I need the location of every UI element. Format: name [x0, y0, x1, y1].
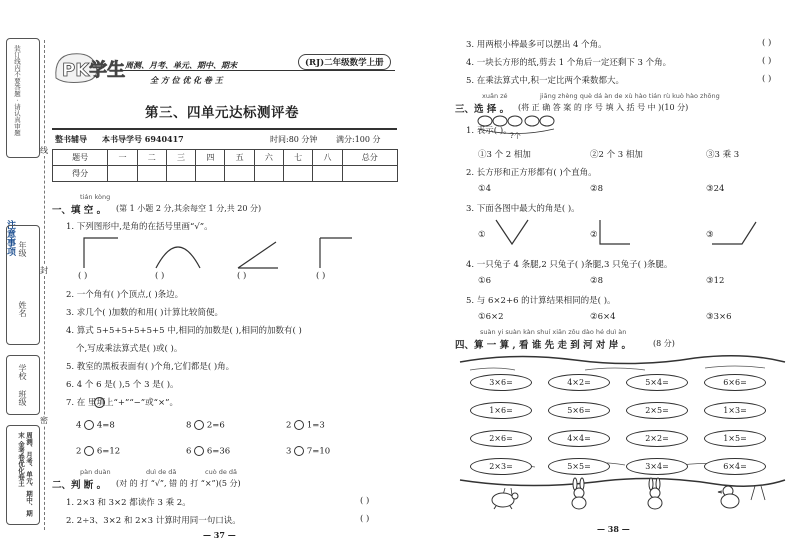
score-cell[interactable]	[284, 166, 313, 182]
score-row	[53, 166, 398, 182]
s3-q4: 4. 一只兔子 4 条腿,2 只兔子( )条腿,3 只兔子( )条腿。	[466, 260, 673, 270]
score-head-cell: 七	[284, 150, 313, 166]
stepping-stone[interactable]: 1×3=	[704, 402, 766, 419]
stepping-stone[interactable]: 5×6=	[548, 402, 610, 419]
s3-q3-angle-figures	[490, 216, 780, 248]
stepping-stone[interactable]: 6×4=	[704, 458, 766, 475]
score-head-cell: 六	[254, 150, 283, 166]
s3-q1-option-1[interactable]: ①3 个 2 相加	[478, 150, 531, 160]
s3-q5-option-2[interactable]: ②6×4	[590, 312, 616, 322]
school-label: 学校	[18, 364, 27, 380]
stepping-stone[interactable]: 1×5=	[704, 430, 766, 447]
stepping-stone[interactable]: 5×4=	[626, 374, 688, 391]
score-cell[interactable]	[254, 166, 283, 182]
header-tagline: 周测、月考、单元、期中、期末	[125, 61, 237, 70]
s2-q3: 3. 用两根小棒最多可以摆出 4 个角。	[466, 40, 607, 50]
line-char-1: 线	[40, 146, 48, 155]
score-head-cell: 二	[137, 150, 166, 166]
guide-number: 本书导学号 6940417	[102, 134, 184, 144]
header-rule	[120, 70, 395, 71]
s2-q5-answer[interactable]: ( )	[762, 74, 772, 84]
section4-pinyin: suàn yi suàn kàn shuí xiān zǒu dào hé duì àn	[480, 328, 627, 336]
s2-q3-answer[interactable]: ( )	[762, 38, 772, 48]
s3-q2-option-1[interactable]: ①4	[478, 184, 492, 194]
meta-bar	[52, 128, 397, 130]
operator-blank[interactable]	[294, 446, 304, 456]
s2-q1: 1. 2×3 和 3×2 都读作 3 乘 2。	[66, 498, 191, 508]
name-label: 姓名	[18, 301, 27, 317]
section2-pinyin-3: cuò de dǎ	[205, 468, 238, 476]
s1-q1-figures	[62, 232, 382, 272]
s3-q1-option-2[interactable]: ②2 个 3 相加	[590, 150, 643, 160]
school-box	[6, 355, 40, 415]
score-row-label: 得分	[53, 166, 108, 182]
time-limit: 时间:80 分钟	[270, 135, 318, 144]
s3-q4-option-2[interactable]: ②8	[590, 276, 604, 286]
operator-blank[interactable]	[194, 446, 204, 456]
stepping-stone[interactable]: 4×4=	[548, 430, 610, 447]
score-head-cell: 四	[196, 150, 225, 166]
s3-q5: 5. 与 6×2+6 的计算结果相同的是( )。	[466, 296, 616, 306]
score-head-cell: 三	[166, 150, 195, 166]
s1-q6: 6. 4 个 6 是( ),5 个 3 是( )。	[66, 380, 179, 390]
s3-q4-option-1[interactable]: ①6	[478, 276, 492, 286]
notes-box	[6, 38, 40, 158]
page-number-right: — 38 —	[597, 524, 630, 534]
section2-pinyin-2: duì de dǎ	[146, 468, 177, 476]
s3-q4-option-3[interactable]: ③12	[706, 276, 725, 286]
s3-q1-brace-label: ?个	[510, 132, 521, 140]
s3-q3-option-2[interactable]: ②	[590, 230, 598, 240]
s2-q4-answer[interactable]: ( )	[762, 56, 772, 66]
stepping-stone[interactable]: 2×5=	[626, 402, 688, 419]
score-cell[interactable]	[137, 166, 166, 182]
page-number-left: — 37 —	[203, 530, 236, 540]
s1-q7-item: 4 4=8	[76, 420, 115, 431]
s3-q2-option-3[interactable]: ③24	[706, 184, 725, 194]
s1-q1-answer-2[interactable]: ( )	[155, 271, 165, 281]
full-score: 满分:100 分	[336, 135, 381, 144]
stepping-stone[interactable]: 2×6=	[470, 430, 532, 447]
turtle-icon	[488, 482, 518, 510]
stepping-stone[interactable]: 4×2=	[548, 374, 610, 391]
s1-q1: 1. 下列图形中,是角的在括号里画“√”。	[66, 222, 213, 232]
stepping-stone[interactable]: 3×6=	[470, 374, 532, 391]
score-head-cell: 五	[225, 150, 254, 166]
score-cell[interactable]	[166, 166, 195, 182]
grade-label: 年级	[18, 241, 27, 257]
section3-pinyin-1: xuǎn zé	[482, 92, 508, 100]
strip-brand: 周测、月考、单元、期中、期末 金考卷优化卷王	[17, 432, 33, 517]
s1-q7-item: 6 6=36	[186, 446, 231, 457]
stepping-stone[interactable]: 3×4=	[626, 458, 688, 475]
s1-q1-answer-1[interactable]: ( )	[78, 271, 88, 281]
section3-note: (将 正 确 答 案 的 序 号 填 入 括 号 中 )(10 分)	[518, 103, 689, 112]
s1-q1-answer-3[interactable]: ( )	[237, 271, 247, 281]
s1-q4a: 4. 算式 5+5+5+5+5+5 中,相同的加数是( ),相同的加数有( )	[66, 326, 302, 336]
s1-q4b: 个,写成乘法算式是( )或( )。	[76, 344, 183, 354]
brand-box	[6, 425, 40, 525]
s3-q3-option-1[interactable]: ①	[478, 230, 486, 240]
operator-blank[interactable]	[84, 446, 94, 456]
page-title: 第三、四单元达标测评卷	[145, 105, 299, 121]
section2-title: 二、判 断 。	[52, 480, 107, 491]
score-table	[52, 149, 398, 182]
rabbit-icon	[566, 478, 592, 510]
score-head-cell: 八	[313, 150, 342, 166]
score-head-cell: 总分	[342, 150, 397, 166]
s3-q5-option-3[interactable]: ③3×6	[706, 312, 732, 322]
name-box	[6, 225, 40, 345]
tutor-label: 整书辅导	[55, 134, 87, 144]
s1-q7-item: 8 2=6	[186, 420, 225, 431]
section4-title: 四、算 一 算 , 看 谁 先 走 到 河 对 岸 。	[455, 340, 631, 351]
score-head-cell: 题号	[53, 150, 108, 166]
operator-blank[interactable]	[84, 420, 94, 430]
line-char-2: 封	[40, 266, 48, 275]
strip-notes: 装订线内不要答题 · 请认真审题	[13, 45, 21, 136]
s3-q2: 2. 长方形和正方形都有( )个直角。	[466, 168, 597, 178]
score-cell[interactable]	[225, 166, 254, 182]
s3-q5-option-1[interactable]: ①6×2	[478, 312, 504, 322]
s1-q7-item: 2 6=12	[76, 446, 121, 457]
s1-q7-item: 3 7=10	[286, 446, 331, 457]
score-cell[interactable]	[108, 166, 137, 182]
svg-text:PK学生: PK学生	[62, 60, 126, 81]
s1-q3: 3. 求几个( )加数的和用( )计算比较简便。	[66, 308, 223, 318]
section1-title: 一、填 空 。	[52, 205, 107, 216]
score-header-row	[53, 150, 398, 166]
cut-line	[44, 40, 45, 530]
score-cell[interactable]	[342, 166, 397, 182]
section2-note: (对 的 打 “√”, 错 的 打 “×”)(5 分)	[116, 479, 241, 488]
line-char-3: 密	[40, 416, 48, 425]
s1-q1-answer-4[interactable]: ( )	[316, 271, 326, 281]
section3-title: 三、选 择 。	[455, 104, 510, 115]
s3-q3-option-3[interactable]: ③	[706, 230, 714, 240]
score-cell[interactable]	[313, 166, 342, 182]
s2-q4: 4. 一块长方形的纸,剪去 1 个角后一定还剩下 3 个角。	[466, 58, 672, 68]
s2-q5: 5. 在乘法算式中,积一定比两个乘数都大。	[466, 76, 625, 86]
book-badge: (RJ)二年级数学上册	[298, 54, 391, 70]
operator-blank[interactable]	[194, 420, 204, 430]
stepping-stone[interactable]: 6×6=	[704, 374, 766, 391]
score-cell[interactable]	[196, 166, 225, 182]
section3-pinyin-2: jiāng zhèng què dá àn de xù hào tián rù kuò hào zhōng	[540, 92, 720, 100]
s2-q2-answer[interactable]: ( )	[360, 514, 370, 524]
section4-note: (8 分)	[653, 339, 675, 348]
chick-icon	[716, 482, 744, 510]
operator-blank[interactable]	[294, 420, 304, 430]
section1-note: (第 1 小题 2 分,其余每空 1 分,共 20 分)	[116, 204, 262, 213]
s3-q3: 3. 下面各图中最大的角是( )。	[466, 204, 580, 214]
s3-q1: 1. 表示( )。	[466, 126, 512, 136]
strip-notes-label: 注意事项	[5, 220, 15, 256]
s1-q7-circle-example	[94, 397, 105, 408]
s2-q1-answer[interactable]: ( )	[360, 496, 370, 506]
score-head-cell: 一	[108, 150, 137, 166]
section2-pinyin-1: pàn duàn	[80, 468, 111, 476]
stepping-stone[interactable]: 1×6=	[470, 402, 532, 419]
s3-q2-option-2[interactable]: ②8	[590, 184, 604, 194]
class-label: 班级	[18, 390, 27, 406]
header-tagline-2: 全 方 位 优 化 卷 王	[150, 76, 223, 85]
s1-q5: 5. 教室的黑板表面有( )个角,它们都是( )角。	[66, 362, 235, 372]
s2-q2: 2. 2÷3、3×2 和 2×3 计算时用同一句口诀。	[66, 516, 241, 526]
s1-q2: 2. 一个角有( )个顶点,( )条边。	[66, 290, 184, 300]
stepping-stone[interactable]: 5×5=	[548, 458, 610, 475]
s1-q7: 7. 在 里填上“+”“−”或“×”。	[66, 398, 178, 408]
section1-pinyin: tián kòng	[80, 193, 111, 201]
s3-q1-option-3[interactable]: ③3 乘 3	[706, 150, 740, 160]
stepping-stone[interactable]: 2×2=	[626, 430, 688, 447]
rabbit-icon	[642, 478, 668, 510]
brand-logo	[52, 48, 126, 88]
stepping-stone[interactable]: 2×3=	[470, 458, 532, 475]
s1-q7-item: 2 1=3	[286, 420, 325, 431]
binding-strip	[4, 30, 42, 535]
